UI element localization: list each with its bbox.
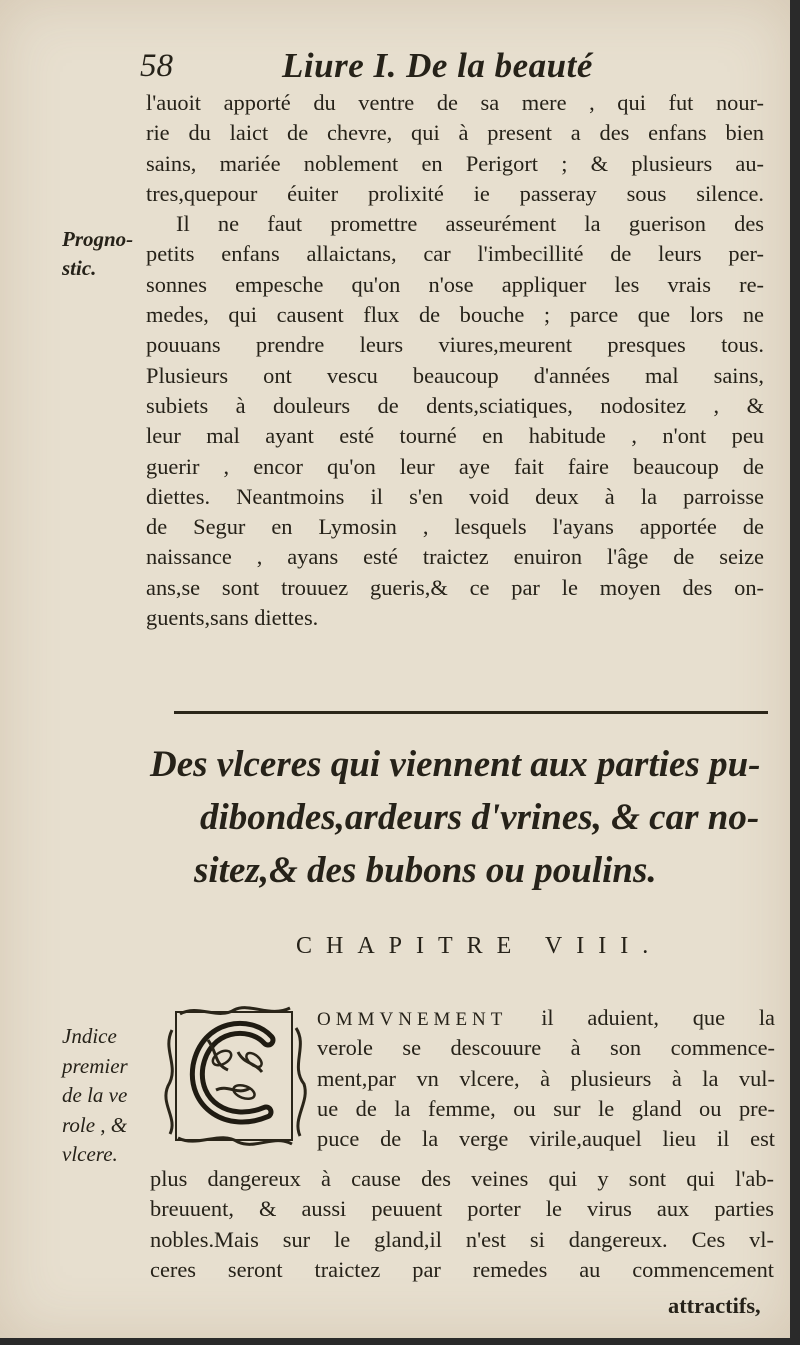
margin-note-indice <box>62 1022 156 1170</box>
body-text-block <box>146 88 764 633</box>
text-line: ceres seront traictez par remedes au commencement <box>150 1256 774 1282</box>
text-line: l'auoit apporté du ventre de sa mere , qui fut nour- <box>146 90 764 115</box>
text-line: ment,par vn vlcere, à plusieurs à la vul- <box>317 1065 775 1091</box>
text-line: ans,se sont trouuez gueris,& ce par le moyen des on- <box>146 574 764 600</box>
heading-line: dibondes,ardeurs d'vrines, & car no- <box>200 797 760 838</box>
text-line: sains, mariée noblement en Perigort ; & plusieurs au- <box>146 150 764 176</box>
body-text-block <box>317 1003 775 1154</box>
opening-word: OMMVNEMENT <box>317 1009 508 1030</box>
margin-note-line: stic. <box>62 256 97 280</box>
text-line: naissance , ayans esté traictez enuiron l'âge de seize <box>146 544 764 570</box>
text-line <box>317 1003 775 1033</box>
text-line: de Segur en Lymosin , lesquels l'ayans apportée de <box>146 514 764 540</box>
catchword: attractifs, <box>668 1293 761 1318</box>
margin-note-prognostic <box>62 225 142 283</box>
margin-note-line: de la ve <box>62 1083 128 1107</box>
chapter-heading <box>150 738 775 897</box>
body-text-block <box>150 1164 774 1285</box>
margin-note-line: role , & <box>62 1112 128 1137</box>
margin-note-line: vlcere. <box>62 1142 118 1166</box>
text-line: breuuent, & aussi peuuent porter le virus aux parties <box>150 1196 774 1222</box>
text-line: ue de la femme, ou sur le gland ou pre- <box>317 1095 775 1121</box>
text-line: petits enfans allaictans, car l'imbecillité de leurs per- <box>146 241 764 267</box>
chapter-number: CHAPITRE VIII. <box>296 933 663 959</box>
margin-note-line: premier <box>62 1053 128 1078</box>
text-line: diettes. Neantmoins il s'en void deux à la parroisse <box>146 483 764 509</box>
page-header <box>140 44 660 88</box>
text-line: Plusieurs ont vescu beaucoup d'années mal sains, <box>146 362 764 388</box>
page-number: 58 <box>140 48 173 84</box>
margin-note-line: Progno- <box>62 227 134 251</box>
margin-note-line: Jndice <box>62 1024 117 1048</box>
text-line: guerir , encor qu'on leur aye fait faire beaucoup de <box>146 453 764 479</box>
opening-line-rest: il aduient, que la <box>541 1005 775 1030</box>
text-line: pouuans prendre leurs viures,meurent presques tous. <box>146 332 764 358</box>
text-line: leur mal ayant esté tourné en habitude , n'ont peu <box>146 423 764 449</box>
decorated-initial-c-icon <box>158 1000 310 1150</box>
running-title: Liure I. De la beauté <box>282 46 593 85</box>
text-line: guents,sans diettes. <box>146 605 319 631</box>
text-line: tres,quepour éuiter prolixité ie passeray sous silence. <box>146 180 764 206</box>
text-line: subiets à douleurs de dents,sciatiques, nodositez , & <box>146 392 764 418</box>
text-line: puce de la verge virile,auquel lieu il est <box>317 1126 775 1152</box>
section-divider <box>174 711 768 714</box>
text-line: nobles.Mais sur le gland,il n'est si dangereux. Ces vl- <box>150 1226 774 1252</box>
text-line: medes, qui causent flux de bouche ; parce que lors ne <box>146 302 764 328</box>
text-line: rie du laict de chevre, qui à present a des enfans bien <box>146 120 764 146</box>
heading-line: sitez,& des bubons ou poulins. <box>194 850 657 891</box>
text-line: Il ne faut promettre asseurément la guerison des <box>176 211 764 237</box>
text-line: verole se descouure à son commence- <box>317 1035 775 1061</box>
text-line: plus dangereux à cause des veines qui y sont qui l'ab- <box>150 1166 774 1191</box>
text-line: sonnes empesche qu'on n'ose appliquer les vrais re- <box>146 271 764 297</box>
heading-line: Des vlceres qui viennent aux parties pu- <box>150 744 761 785</box>
